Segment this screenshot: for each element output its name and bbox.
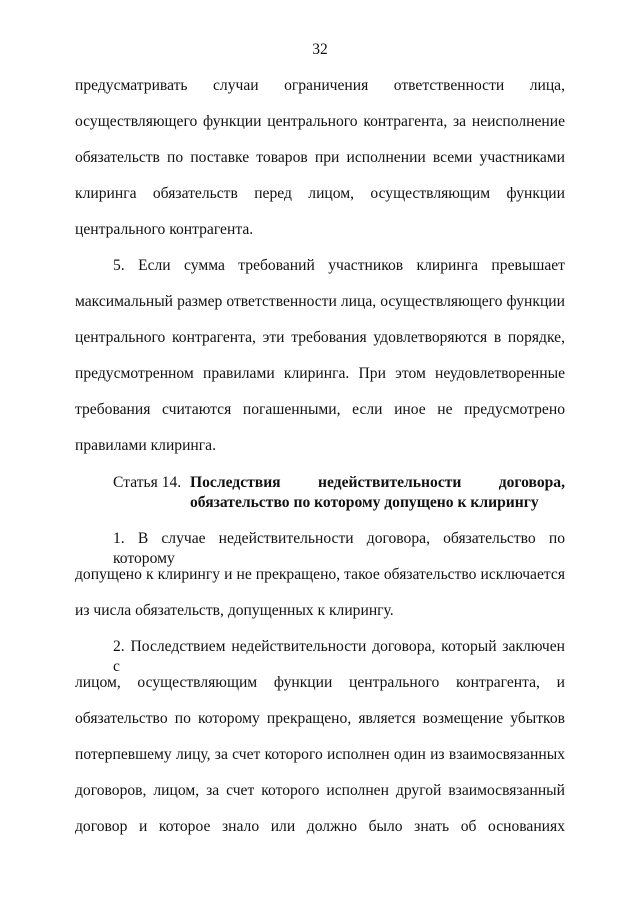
paragraph-line: обязательств по поставке товаров при исполнении всеми участниками xyxy=(75,149,565,166)
paragraph-line: предусмотренном правилами клиринга. При этом неудовлетворенные xyxy=(75,365,565,382)
paragraph-line: требования считаются погашенными, если иное не предусмотрено xyxy=(75,401,565,418)
paragraph-line: правилами клиринга. xyxy=(75,437,216,454)
article-title-line: Последствия недействительности договора, xyxy=(190,474,565,491)
paragraph-line: максимальный размер ответственности лица, осуществляющего функции xyxy=(75,293,565,310)
article-title-line: обязательство по которому допущено к клирингу xyxy=(190,494,539,511)
paragraph-line: предусматривать случаи ограничения ответственности лица, xyxy=(75,77,565,94)
paragraph-line: договоров, лицом, за счет которого исполнен другой взаимосвязанный xyxy=(75,782,565,799)
paragraph-line: потерпевшему лицу, за счет которого исполнен один из взаимосвязанных xyxy=(75,746,565,763)
paragraph-line: обязательство по которому прекращено, является возмещение убытков xyxy=(75,710,565,727)
paragraph-line: из числа обязательств, допущенных к клирингу. xyxy=(75,602,394,619)
paragraph-line: клиринга обязательств перед лицом, осуществляющим функции xyxy=(75,185,565,202)
article-number: Статья 14. xyxy=(113,474,182,491)
paragraph-line: допущено к клирингу и не прекращено, такое обязательство исключается xyxy=(75,566,565,583)
paragraph-line: 2. Последствием недействительности договора, который заключен с xyxy=(113,638,565,675)
paragraph-line: лицом, осуществляющим функции центрального контрагента, и xyxy=(75,674,565,691)
paragraph-line: 5. Если сумма требований участников клиринга превышает xyxy=(113,257,565,274)
paragraph-line: центрального контрагента. xyxy=(75,221,254,238)
paragraph-line: центрального контрагента, эти требования удовлетворяются в порядке, xyxy=(75,329,565,346)
paragraph-line: осуществляющего функции центрального контрагента, за неисполнение xyxy=(75,113,565,130)
paragraph-line: 1. В случае недействительности договора, обязательство по которому xyxy=(113,530,565,567)
paragraph-line: договор и которое знало или должно было знать об основаниях xyxy=(75,818,565,835)
page-number: 32 xyxy=(312,41,328,58)
